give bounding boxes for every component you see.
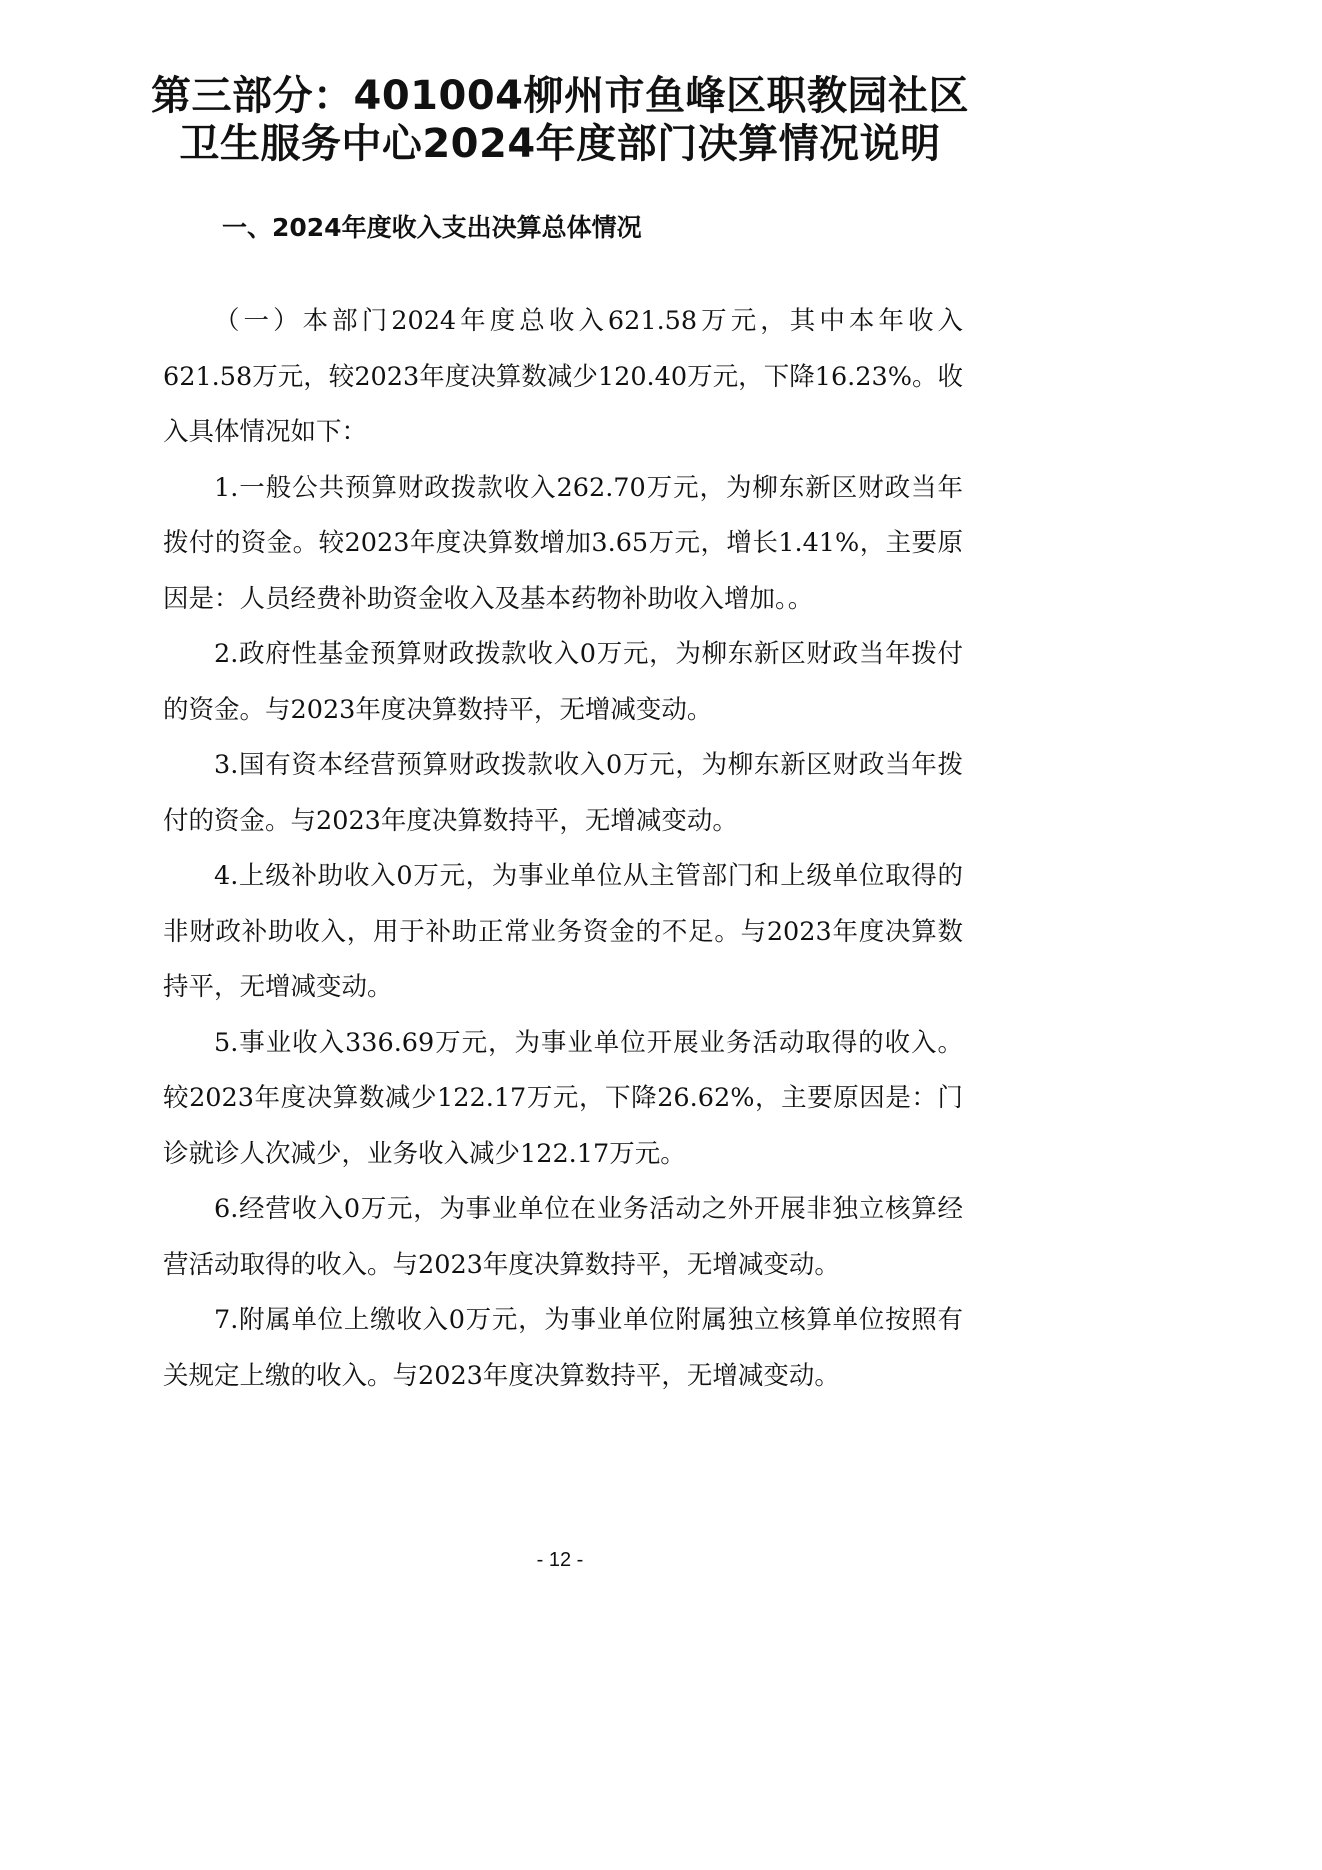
document-title <box>0 72 1120 168</box>
paragraph-affiliate-income: 7.附属单位上缴收入0万元，为事业单位附属独立核算单位按照有关规定上缴的收入。与2023年度决算数持平，无增减变动。 <box>163 1305 963 1391</box>
paragraph-general-budget: 1.一般公共预算财政拨款收入262.70万元，为柳东新区财政当年拨付的资金。较2023年度决算数增加3.65万元，增长1.41%，主要原因是：人员经费补助资金收入及基本药物补助收入增加。。 <box>163 472 963 614</box>
paragraph-state-capital: 3.国有资本经营预算财政拨款收入0万元，为柳东新区财政当年拨付的资金。与2023年度决算数持平，无增减变动。 <box>163 750 963 836</box>
document-body <box>163 294 963 1404</box>
paragraph-operating-income: 6.经营收入0万元，为事业单位在业务活动之外开展非独立核算经营活动取得的收入。与2023年度决算数持平，无增减变动。 <box>163 1194 963 1280</box>
paragraph-total-income: （一）本部门2024年度总收入621.58万元，其中本年收入621.58万元，较2023年度决算数减少120.40万元，下降16.23%。收入具体情况如下： <box>163 306 963 447</box>
paragraph-business-income: 5.事业收入336.69万元，为事业单位开展业务活动取得的收入。较2023年度决算数减少122.17万元，下降26.62%，主要原因是：门诊就诊人次减少，业务收入减少122.17万元。 <box>163 1027 963 1169</box>
page-number: - 12 - <box>536 1549 584 1571</box>
title-line-1: 第三部分：401004柳州市鱼峰区职教园社区 <box>151 73 969 119</box>
section-heading: 一、2024年度收入支出决算总体情况 <box>222 213 642 242</box>
paragraph-superior-subsidy: 4.上级补助收入0万元，为事业单位从主管部门和上级单位取得的非财政补助收入，用于补助正常业务资金的不足。与2023年度决算数持平，无增减变动。 <box>163 861 963 1002</box>
title-line-2: 卫生服务中心2024年度部门决算情况说明 <box>179 121 941 167</box>
paragraph-government-fund: 2.政府性基金预算财政拨款收入0万元，为柳东新区财政当年拨付的资金。与2023年度决算数持平，无增减变动。 <box>163 639 963 725</box>
